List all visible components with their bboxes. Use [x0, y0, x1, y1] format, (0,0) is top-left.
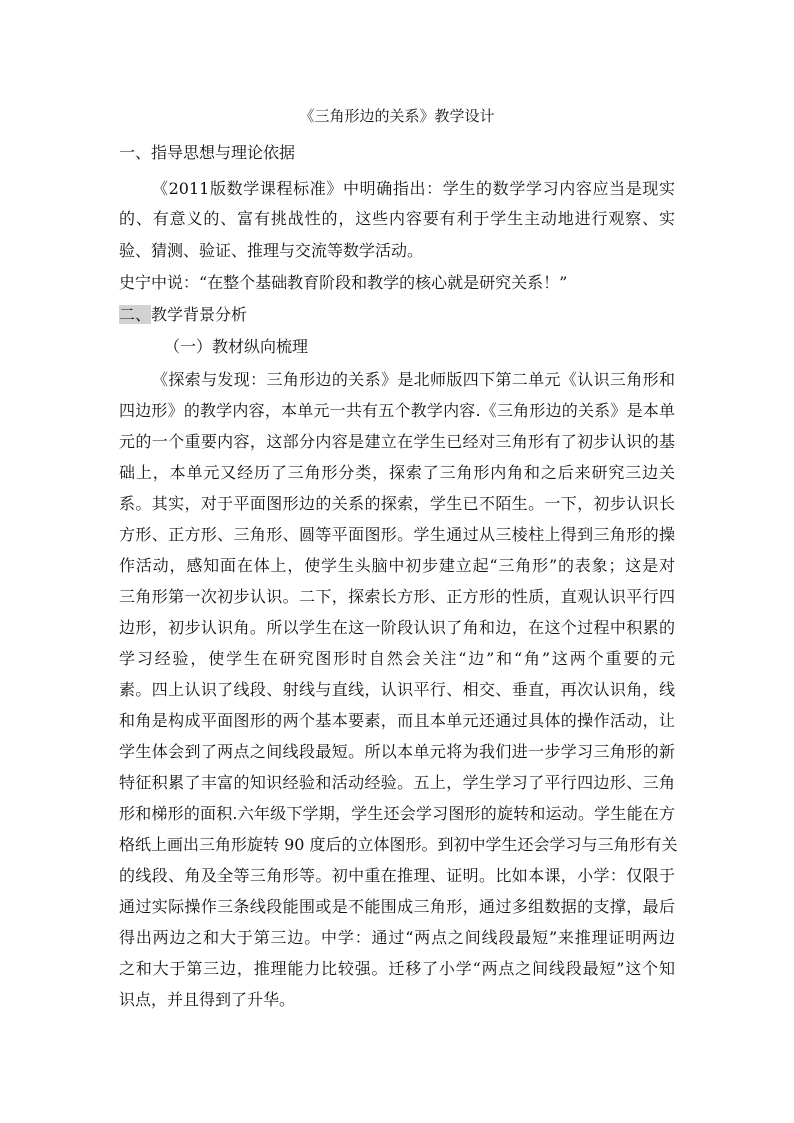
paragraph-line: 系。其实，对于平面图形边的关系的探索，学生已不陌生。一下，初步认识长: [119, 494, 675, 513]
paragraph-line: 素。四上认识了线段、射线与直线，认识平行、相交、垂直，再次认识角，线: [119, 680, 675, 699]
paragraph-line: 形和梯形的面积.六年级下学期，学生还会学习图形的旋转和运动。学生能在方: [119, 804, 675, 823]
section-heading-2: [119, 303, 247, 327]
paragraph-line: 的、有意义的、富有挑战性的，这些内容要有利于学生主动地进行观察、实: [119, 209, 675, 228]
paragraph-line: 三角形第一次初步认识。二下，探索长方形、正方形的性质，直观认识平行四: [119, 587, 675, 606]
paragraph-line: 学习经验，使学生在研究图形时自然会关注“边”和“角”这两个重要的元: [119, 649, 675, 668]
paragraph-line: 之和大于第三边，推理能力比较强。迁移了小学“两点之间线段最短”这个知: [119, 959, 675, 978]
paragraph-line: 础上，本单元又经历了三角形分类，探索了三角形内角和之后来研究三边关: [119, 463, 675, 482]
paragraph-line: 《探索与发现：三角形边的关系》是北师版四下第二单元《认识三角形和: [152, 370, 675, 389]
paragraph-line: 通过实际操作三条线段能围或是不能围成三角形，通过多组数据的支撑，最后: [119, 897, 675, 916]
paragraph-line: 元的一个重要内容，这部分内容是建立在学生已经对三角形有了初步认识的基: [119, 432, 675, 451]
paragraph-line: 四边形》的教学内容，本单元一共有五个教学内容.《三角形边的关系》是本单: [119, 401, 675, 420]
paragraph-line: 《2011版数学课程标准》中明确指出：学生的数学学习内容应当是现实: [152, 179, 675, 198]
paragraph-line: 方形、正方形、三角形、圆等平面图形。学生通过从三棱柱上得到三角形的操: [119, 525, 675, 544]
paragraph-line: 特征积累了丰富的知识经验和活动经验。五上，学生学习了平行四边形、三角: [119, 773, 675, 792]
section-heading-text: 教学背景分析: [151, 305, 248, 324]
paragraph-line: 学生体会到了两点之间线段最短。所以本单元将为我们进一步学习三角形的新: [119, 742, 675, 761]
paragraph-line: 边形，初步认识角。所以学生在这一阶段认识了角和边，在这个过程中积累的: [119, 618, 675, 637]
section-heading-1: 一、指导思想与理论依据: [119, 143, 296, 162]
paragraph-line: 作活动，感知面在体上，使学生头脑中初步建立起“三角形”的表象；这是对: [119, 556, 675, 575]
paragraph-line: 的线段、角及全等三角形等。初中重在推理、证明。比如本课，小学：仅限于: [119, 866, 675, 885]
paragraph-line: 验、猜测、验证、推理与交流等数学活动。: [119, 241, 424, 260]
sub-heading: （一）教材纵向梳理: [164, 337, 309, 356]
document-title: 《三角形边的关系》教学设计: [299, 107, 495, 125]
paragraph-line: 格纸上画出三角形旋转 90 度后的立体图形。到初中学生还会学习与三角形有关: [119, 835, 678, 854]
quote-paragraph: 史宁中说：“在整个基础教育阶段和教学的核心就是研究关系！”: [119, 273, 568, 292]
paragraph-line: 识点，并且得到了升华。: [119, 990, 296, 1009]
paragraph-line: 和角是构成平面图形的两个基本要素，而且本单元还通过具体的操作活动，让: [119, 711, 675, 730]
section-number-highlight: 二、: [119, 305, 152, 324]
paragraph-line: 得出两边之和大于第三边。中学：通过“两点之间线段最短”来推理证明两边: [119, 928, 675, 947]
